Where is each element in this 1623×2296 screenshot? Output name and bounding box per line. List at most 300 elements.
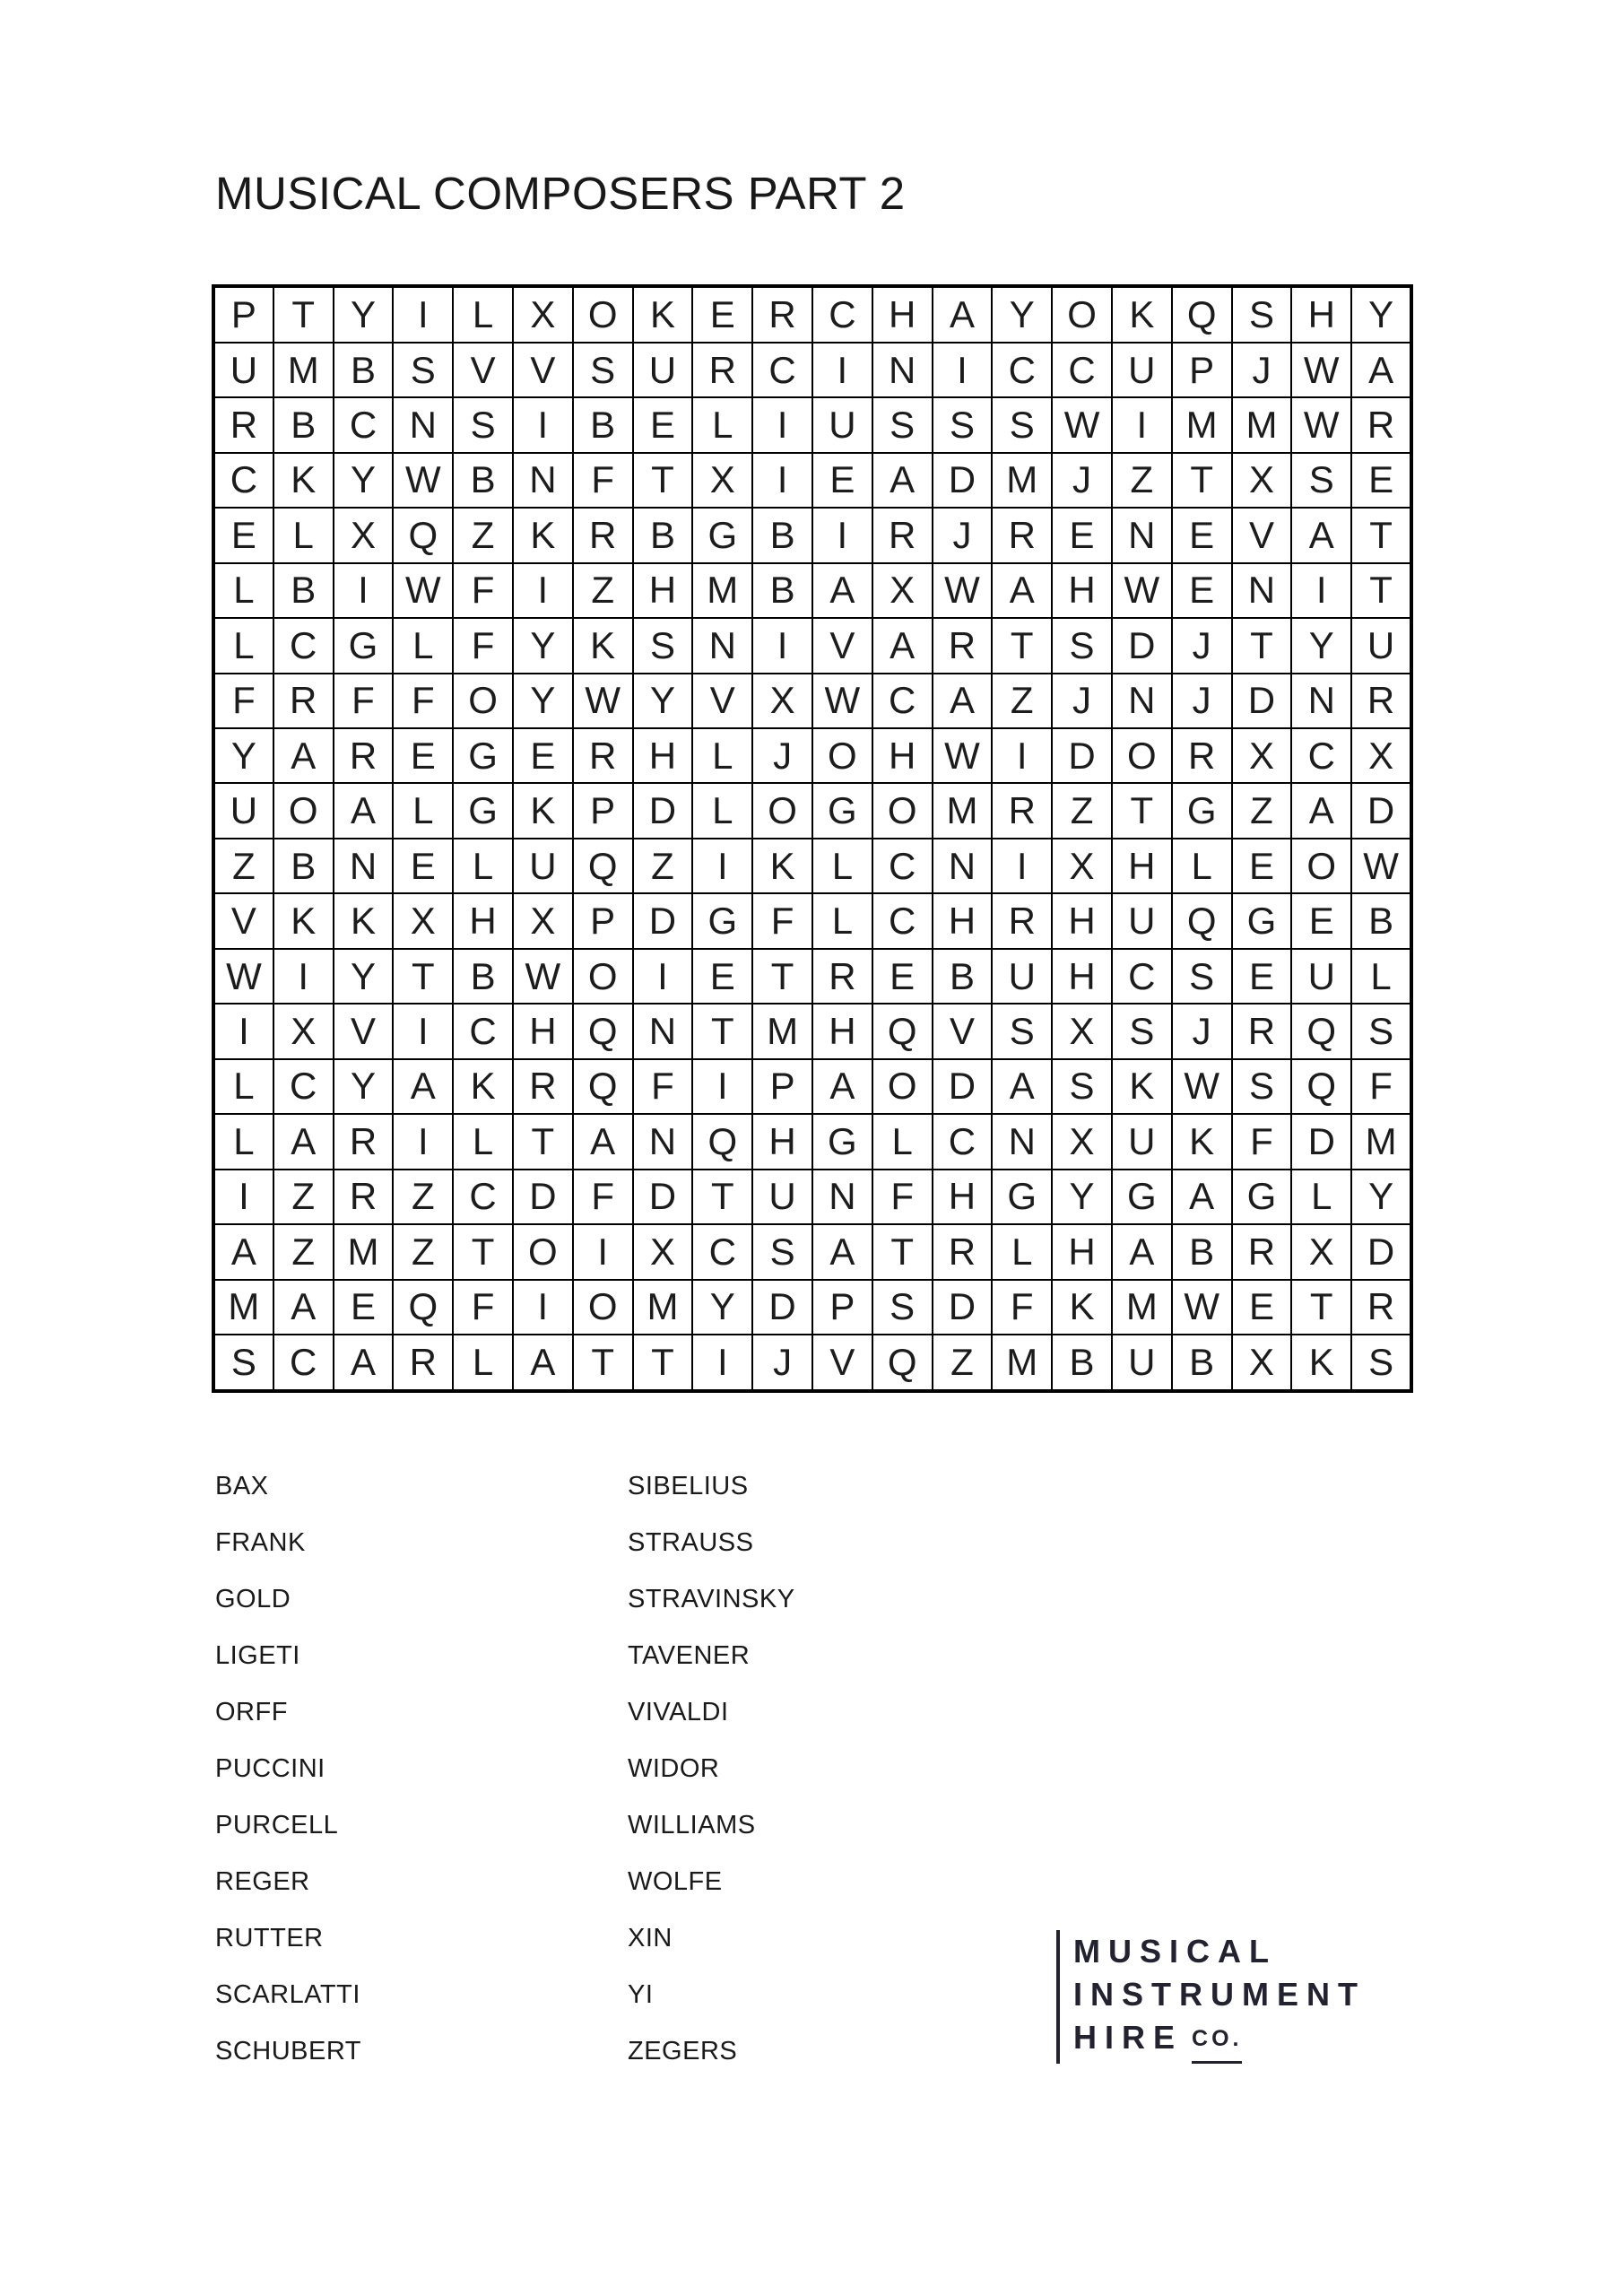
grid-cell: E xyxy=(334,1280,394,1335)
grid-cell: C xyxy=(1291,728,1351,783)
grid-cell: B xyxy=(752,563,812,618)
grid-cell: N xyxy=(1232,563,1292,618)
grid-cell: A xyxy=(812,1059,872,1114)
grid-cell: O xyxy=(752,783,812,838)
grid-cell: I xyxy=(334,563,394,618)
grid-cell: R xyxy=(393,1335,453,1391)
grid-cell: G xyxy=(992,1170,1052,1224)
grid-cell: E xyxy=(513,728,573,783)
grid-cell: K xyxy=(1291,1335,1351,1391)
grid-cell: S xyxy=(992,397,1052,452)
grid-cell: V xyxy=(213,893,273,948)
grid-cell: B xyxy=(453,949,513,1004)
grid-cell: Q xyxy=(393,508,453,562)
grid-cell: F xyxy=(453,618,513,673)
grid-cell: B xyxy=(1172,1335,1232,1391)
grid-cell: Y xyxy=(633,674,693,728)
grid-cell: R xyxy=(992,893,1052,948)
grid-cell: C xyxy=(692,1224,752,1279)
grid-cell: G xyxy=(692,508,752,562)
grid-cell: H xyxy=(1291,286,1351,343)
grid-cell: Q xyxy=(573,1004,633,1058)
grid-cell: J xyxy=(752,728,812,783)
logo-text xyxy=(1073,1930,1366,2064)
grid-cell: Z xyxy=(1232,783,1292,838)
grid-cell: I xyxy=(752,453,812,508)
grid-cell: B xyxy=(752,508,812,562)
grid-cell: R xyxy=(1232,1004,1292,1058)
grid-row xyxy=(213,1335,1411,1391)
grid-cell: V xyxy=(453,343,513,397)
grid-cell: M xyxy=(992,453,1052,508)
grid-cell: X xyxy=(513,893,573,948)
grid-cell: D xyxy=(1052,728,1112,783)
grid-cell: U xyxy=(1291,949,1351,1004)
grid-cell: T xyxy=(872,1224,933,1279)
grid-cell: T xyxy=(633,1335,693,1391)
grid-cell: J xyxy=(1052,674,1112,728)
grid-cell: R xyxy=(1232,1224,1292,1279)
grid-cell: W xyxy=(573,674,633,728)
grid-cell: W xyxy=(513,949,573,1004)
grid-cell: G xyxy=(1232,1170,1292,1224)
grid-cell: M xyxy=(1351,1114,1411,1169)
grid-cell: X xyxy=(393,893,453,948)
grid-cell: I xyxy=(393,1114,453,1169)
grid-cell: I xyxy=(513,1280,573,1335)
word-item: FRANK xyxy=(215,1528,306,1557)
grid-cell: E xyxy=(1232,949,1292,1004)
grid-cell: U xyxy=(1112,1335,1172,1391)
grid-cell: G xyxy=(692,893,752,948)
grid-cell: R xyxy=(213,397,273,452)
grid-cell: L xyxy=(812,839,872,893)
grid-cell: O xyxy=(812,728,872,783)
grid-cell: S xyxy=(872,1280,933,1335)
grid-cell: A xyxy=(393,1059,453,1114)
logo-line-musical: MUSICAL xyxy=(1073,1933,1277,1970)
grid-cell: E xyxy=(213,508,273,562)
grid-cell: L xyxy=(692,783,752,838)
grid-row xyxy=(213,453,1411,508)
grid-cell: E xyxy=(692,286,752,343)
grid-cell: V xyxy=(334,1004,394,1058)
grid-row xyxy=(213,839,1411,893)
grid-cell: N xyxy=(513,453,573,508)
grid-cell: K xyxy=(1112,286,1172,343)
grid-row xyxy=(213,1004,1411,1058)
grid-cell: L xyxy=(1291,1170,1351,1224)
grid-cell: S xyxy=(213,1335,273,1391)
grid-cell: G xyxy=(1232,893,1292,948)
grid-cell: D xyxy=(1112,618,1172,673)
grid-cell: T xyxy=(633,453,693,508)
grid-cell: L xyxy=(692,728,752,783)
grid-cell: E xyxy=(1172,563,1232,618)
grid-cell: A xyxy=(992,563,1052,618)
grid-cell: C xyxy=(334,397,394,452)
grid-cell: W xyxy=(1112,563,1172,618)
word-item: SCARLATTI xyxy=(215,1980,360,2009)
grid-cell: U xyxy=(1351,618,1411,673)
grid-cell: I xyxy=(513,397,573,452)
grid-cell: L xyxy=(992,1224,1052,1279)
page-title: MUSICAL COMPOSERS PART 2 xyxy=(215,168,906,219)
grid-cell: D xyxy=(1351,783,1411,838)
logo-word-hire: HIRE xyxy=(1073,2019,1184,2056)
grid-cell: E xyxy=(1351,453,1411,508)
grid-cell: E xyxy=(692,949,752,1004)
grid-cell: H xyxy=(872,286,933,343)
grid-row xyxy=(213,1170,1411,1224)
grid-cell: Z xyxy=(573,563,633,618)
grid-cell: G xyxy=(334,618,394,673)
grid-cell: C xyxy=(453,1170,513,1224)
grid-cell: X xyxy=(1232,1335,1292,1391)
wordsearch-grid xyxy=(212,284,1413,1393)
grid-cell: D xyxy=(933,1280,993,1335)
grid-cell: O xyxy=(573,286,633,343)
grid-cell: E xyxy=(1052,508,1112,562)
grid-cell: M xyxy=(1112,1280,1172,1335)
grid-cell: C xyxy=(273,1335,334,1391)
grid-cell: K xyxy=(752,839,812,893)
word-item: XIN xyxy=(628,1924,673,1952)
grid-cell: S xyxy=(453,397,513,452)
word-item: PURCELL xyxy=(215,1811,339,1839)
grid-cell: S xyxy=(633,618,693,673)
grid-cell: J xyxy=(933,508,993,562)
grid-cell: R xyxy=(573,508,633,562)
grid-cell: K xyxy=(273,893,334,948)
grid-cell: L xyxy=(692,397,752,452)
grid-cell: Q xyxy=(1172,286,1232,343)
grid-cell: S xyxy=(933,397,993,452)
grid-cell: D xyxy=(933,453,993,508)
grid-cell: K xyxy=(513,783,573,838)
grid-cell: I xyxy=(992,728,1052,783)
grid-cell: F xyxy=(1351,1059,1411,1114)
grid-cell: A xyxy=(933,286,993,343)
grid-cell: Z xyxy=(273,1170,334,1224)
grid-cell: K xyxy=(273,453,334,508)
grid-cell: D xyxy=(1291,1114,1351,1169)
grid-cell: R xyxy=(933,1224,993,1279)
grid-row xyxy=(213,1059,1411,1114)
grid-cell: L xyxy=(453,1114,513,1169)
word-item: VIVALDI xyxy=(628,1698,729,1726)
grid-cell: S xyxy=(1351,1004,1411,1058)
grid-cell: B xyxy=(273,563,334,618)
grid-cell: V xyxy=(933,1004,993,1058)
grid-cell: M xyxy=(752,1004,812,1058)
grid-cell: A xyxy=(273,1114,334,1169)
grid-cell: P xyxy=(213,286,273,343)
word-list-right xyxy=(628,1458,795,2080)
grid-cell: X xyxy=(334,508,394,562)
grid-cell: A xyxy=(1112,1224,1172,1279)
grid-cell: Y xyxy=(992,286,1052,343)
grid-cell: X xyxy=(1351,728,1411,783)
grid-cell: M xyxy=(633,1280,693,1335)
grid-cell: I xyxy=(1112,397,1172,452)
grid-cell: X xyxy=(752,674,812,728)
grid-cell: I xyxy=(273,949,334,1004)
grid-cell: S xyxy=(872,397,933,452)
word-item: WILLIAMS xyxy=(628,1811,756,1839)
grid-cell: A xyxy=(1351,343,1411,397)
grid-cell: H xyxy=(1052,1224,1112,1279)
grid-row xyxy=(213,783,1411,838)
grid-cell: D xyxy=(1351,1224,1411,1279)
grid-cell: I xyxy=(752,397,812,452)
grid-cell: L xyxy=(1172,839,1232,893)
grid-cell: Y xyxy=(334,286,394,343)
grid-cell: D xyxy=(1232,674,1292,728)
grid-row xyxy=(213,343,1411,397)
logo-vertical-bar xyxy=(1056,1930,1060,2064)
grid-cell: R xyxy=(573,728,633,783)
grid-cell: A xyxy=(334,783,394,838)
grid-cell: Y xyxy=(692,1280,752,1335)
grid-cell: D xyxy=(513,1170,573,1224)
grid-cell: I xyxy=(633,949,693,1004)
grid-cell: K xyxy=(633,286,693,343)
grid-cell: W xyxy=(933,728,993,783)
grid-cell: S xyxy=(1052,1059,1112,1114)
grid-cell: U xyxy=(752,1170,812,1224)
grid-cell: I xyxy=(1291,563,1351,618)
grid-cell: S xyxy=(573,343,633,397)
grid-cell: S xyxy=(992,1004,1052,1058)
grid-cell: Z xyxy=(933,1335,993,1391)
grid-cell: H xyxy=(933,1170,993,1224)
grid-cell: M xyxy=(692,563,752,618)
grid-cell: B xyxy=(633,508,693,562)
grid-cell: Z xyxy=(1052,783,1112,838)
grid-cell: Q xyxy=(573,839,633,893)
word-item: LIGETI xyxy=(215,1641,300,1670)
grid-cell: N xyxy=(692,618,752,673)
grid-cell: N xyxy=(1291,674,1351,728)
grid-cell: W xyxy=(812,674,872,728)
grid-cell: R xyxy=(812,949,872,1004)
grid-cell: Z xyxy=(1112,453,1172,508)
grid-cell: O xyxy=(573,1280,633,1335)
grid-cell: K xyxy=(1052,1280,1112,1335)
grid-cell: Y xyxy=(1351,1170,1411,1224)
grid-cell: L xyxy=(213,1114,273,1169)
grid-cell: B xyxy=(334,343,394,397)
grid-cell: U xyxy=(213,783,273,838)
grid-cell: F xyxy=(872,1170,933,1224)
grid-cell: H xyxy=(812,1004,872,1058)
company-logo xyxy=(1056,1930,1366,2064)
grid-cell: W xyxy=(1172,1059,1232,1114)
word-item: ORFF xyxy=(215,1698,288,1726)
grid-cell: R xyxy=(992,783,1052,838)
grid-row xyxy=(213,674,1411,728)
grid-cell: M xyxy=(334,1224,394,1279)
grid-cell: A xyxy=(1291,783,1351,838)
grid-cell: C xyxy=(453,1004,513,1058)
word-item: RUTTER xyxy=(215,1924,324,1952)
grid-cell: X xyxy=(1052,839,1112,893)
grid-cell: I xyxy=(393,286,453,343)
grid-cell: Z xyxy=(992,674,1052,728)
grid-cell: R xyxy=(992,508,1052,562)
grid-cell: R xyxy=(334,1170,394,1224)
word-item: TAVENER xyxy=(628,1641,751,1670)
grid-cell: C xyxy=(1112,949,1172,1004)
grid-cell: Q xyxy=(393,1280,453,1335)
grid-cell: N xyxy=(933,839,993,893)
grid-cell: F xyxy=(752,893,812,948)
grid-cell: C xyxy=(872,839,933,893)
grid-cell: X xyxy=(1291,1224,1351,1279)
grid-cell: W xyxy=(213,949,273,1004)
logo-line-instrument: INSTRUMENT xyxy=(1073,1976,1366,2013)
grid-cell: K xyxy=(334,893,394,948)
grid-cell: D xyxy=(633,893,693,948)
grid-cell: T xyxy=(393,949,453,1004)
grid-cell: L xyxy=(393,783,453,838)
word-item: SIBELIUS xyxy=(628,1472,749,1500)
grid-cell: D xyxy=(752,1280,812,1335)
grid-cell: S xyxy=(1351,1335,1411,1391)
grid-cell: G xyxy=(812,1114,872,1169)
grid-cell: A xyxy=(992,1059,1052,1114)
grid-cell: R xyxy=(273,674,334,728)
grid-cell: X xyxy=(273,1004,334,1058)
grid-cell: P xyxy=(1172,343,1232,397)
grid-cell: W xyxy=(1052,397,1112,452)
grid-cell: Y xyxy=(513,618,573,673)
grid-cell: C xyxy=(273,618,334,673)
grid-cell: N xyxy=(633,1004,693,1058)
grid-cell: L xyxy=(812,893,872,948)
logo-line-hire xyxy=(1073,2016,1366,2064)
grid-cell: R xyxy=(513,1059,573,1114)
grid-cell: J xyxy=(1172,674,1232,728)
grid-cell: T xyxy=(692,1170,752,1224)
grid-cell: O xyxy=(872,783,933,838)
grid-cell: X xyxy=(1052,1004,1112,1058)
grid-cell: U xyxy=(1112,343,1172,397)
grid-cell: F xyxy=(573,1170,633,1224)
grid-cell: M xyxy=(1232,397,1292,452)
grid-cell: I xyxy=(933,343,993,397)
grid-cell: U xyxy=(992,949,1052,1004)
grid-cell: K xyxy=(513,508,573,562)
grid-cell: F xyxy=(992,1280,1052,1335)
grid-cell: A xyxy=(273,1280,334,1335)
grid-cell: B xyxy=(273,397,334,452)
grid-cell: F xyxy=(393,674,453,728)
grid-cell: N xyxy=(633,1114,693,1169)
grid-cell: M xyxy=(213,1280,273,1335)
grid-cell: S xyxy=(393,343,453,397)
grid-cell: Y xyxy=(334,453,394,508)
logo-co-suffix: CO. xyxy=(1192,2017,1242,2064)
grid-cell: C xyxy=(213,453,273,508)
grid-cell: V xyxy=(812,1335,872,1391)
grid-cell: E xyxy=(393,728,453,783)
grid-cell: N xyxy=(334,839,394,893)
grid-cell: E xyxy=(1232,1280,1292,1335)
grid-row xyxy=(213,563,1411,618)
grid-cell: U xyxy=(812,397,872,452)
grid-cell: Q xyxy=(872,1004,933,1058)
grid-cell: Y xyxy=(1351,286,1411,343)
grid-cell: N xyxy=(812,1170,872,1224)
grid-cell: A xyxy=(872,453,933,508)
grid-cell: L xyxy=(213,1059,273,1114)
grid-cell: T xyxy=(752,949,812,1004)
grid-cell: F xyxy=(1232,1114,1292,1169)
grid-cell: T xyxy=(1351,508,1411,562)
grid-cell: Q xyxy=(872,1335,933,1391)
grid-cell: A xyxy=(812,1224,872,1279)
grid-cell: G xyxy=(453,728,513,783)
grid-cell: A xyxy=(933,674,993,728)
grid-cell: I xyxy=(573,1224,633,1279)
grid-cell: W xyxy=(1291,397,1351,452)
grid-cell: G xyxy=(1172,783,1232,838)
grid-cell: W xyxy=(393,453,453,508)
grid-cell: J xyxy=(1172,1004,1232,1058)
grid-row xyxy=(213,618,1411,673)
grid-cell: O xyxy=(573,949,633,1004)
grid-cell: F xyxy=(573,453,633,508)
grid-cell: Y xyxy=(513,674,573,728)
grid-cell: C xyxy=(752,343,812,397)
grid-cell: X xyxy=(513,286,573,343)
word-item: PUCCINI xyxy=(215,1754,325,1783)
grid-cell: A xyxy=(273,728,334,783)
grid-cell: P xyxy=(573,893,633,948)
grid-cell: T xyxy=(273,286,334,343)
word-list-left xyxy=(215,1458,361,2080)
grid-cell: B xyxy=(273,839,334,893)
grid-cell: O xyxy=(872,1059,933,1114)
grid-cell: F xyxy=(334,674,394,728)
grid-cell: L xyxy=(273,508,334,562)
grid-cell: X xyxy=(1232,728,1292,783)
word-item: GOLD xyxy=(215,1585,291,1613)
grid-cell: D xyxy=(633,1170,693,1224)
grid-cell: R xyxy=(1172,728,1232,783)
grid-cell: W xyxy=(1351,839,1411,893)
grid-cell: O xyxy=(1052,286,1112,343)
grid-cell: Z xyxy=(453,508,513,562)
grid-cell: E xyxy=(1172,508,1232,562)
grid-cell: C xyxy=(1052,343,1112,397)
grid-cell: T xyxy=(992,618,1052,673)
grid-cell: E xyxy=(393,839,453,893)
grid-cell: U xyxy=(633,343,693,397)
grid-cell: F xyxy=(453,1280,513,1335)
grid-cell: K xyxy=(1172,1114,1232,1169)
grid-cell: T xyxy=(573,1335,633,1391)
grid-cell: B xyxy=(573,397,633,452)
grid-cell: Z xyxy=(393,1224,453,1279)
grid-cell: S xyxy=(1232,286,1292,343)
grid-cell: T xyxy=(1112,783,1172,838)
grid-cell: Z xyxy=(393,1170,453,1224)
grid-cell: F xyxy=(453,563,513,618)
grid-cell: C xyxy=(812,286,872,343)
